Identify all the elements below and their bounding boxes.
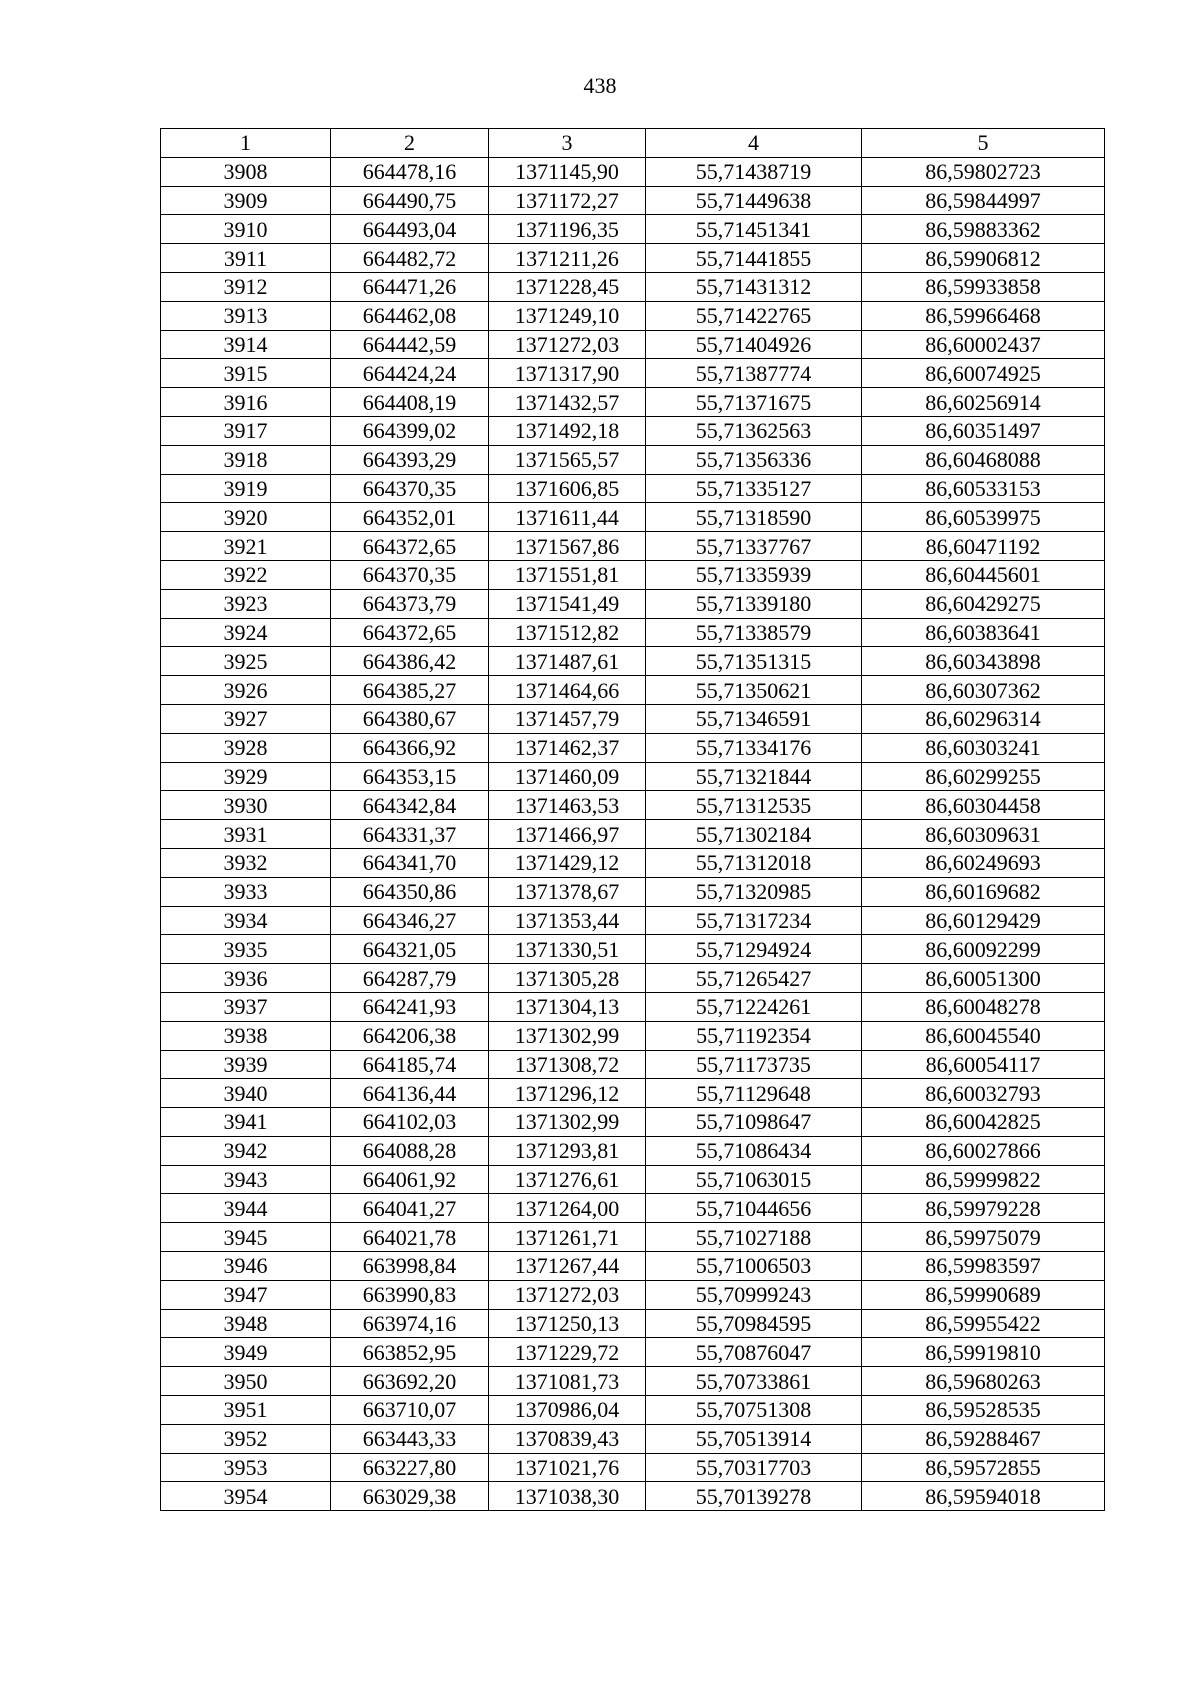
- table-cell: 3944: [161, 1194, 331, 1223]
- table-cell: 664424,24: [331, 359, 489, 388]
- table-row: [161, 1194, 1105, 1223]
- table-cell: 55,71086434: [646, 1136, 862, 1165]
- table-cell: 663998,84: [331, 1252, 489, 1281]
- table-cell: 86,59983597: [862, 1252, 1105, 1281]
- table-row: [161, 848, 1105, 877]
- table-cell: 3915: [161, 359, 331, 388]
- table-cell: 664241,93: [331, 992, 489, 1021]
- table-cell: 3932: [161, 848, 331, 877]
- table-cell: 3938: [161, 1021, 331, 1050]
- table-row: [161, 1367, 1105, 1396]
- table-cell: 86,59975079: [862, 1223, 1105, 1252]
- table-cell: 86,59288467: [862, 1424, 1105, 1453]
- table-cell: 86,59680263: [862, 1367, 1105, 1396]
- table-row: [161, 157, 1105, 186]
- table-cell: 3934: [161, 906, 331, 935]
- table-cell: 86,60048278: [862, 992, 1105, 1021]
- table-cell: 55,70317703: [646, 1453, 862, 1482]
- table-cell: 3920: [161, 503, 331, 532]
- table-cell: 664471,26: [331, 272, 489, 301]
- table-cell: 86,60299255: [862, 762, 1105, 791]
- table-cell: 86,60051300: [862, 964, 1105, 993]
- table-row: [161, 1396, 1105, 1425]
- table-cell: 664385,27: [331, 676, 489, 705]
- table-cell: 86,60074925: [862, 359, 1105, 388]
- table-cell: 55,71044656: [646, 1194, 862, 1223]
- table-row: [161, 1165, 1105, 1194]
- table-row: [161, 1108, 1105, 1137]
- table-cell: 3936: [161, 964, 331, 993]
- table-cell: 1371229,72: [489, 1338, 646, 1367]
- table-row: [161, 676, 1105, 705]
- table-cell: 1371492,18: [489, 416, 646, 445]
- table-cell: 1371264,00: [489, 1194, 646, 1223]
- table-cell: 664493,04: [331, 215, 489, 244]
- table-cell: 664442,59: [331, 330, 489, 359]
- table-cell: 3928: [161, 733, 331, 762]
- table-cell: 664041,27: [331, 1194, 489, 1223]
- table-cell: 86,59955422: [862, 1309, 1105, 1338]
- table-cell: 1371211,26: [489, 244, 646, 273]
- table-cell: 3913: [161, 301, 331, 330]
- table-row: [161, 1280, 1105, 1309]
- table-cell: 55,71312535: [646, 791, 862, 820]
- table-cell: 3922: [161, 560, 331, 589]
- table-cell: 55,71335127: [646, 474, 862, 503]
- table-cell: 86,60307362: [862, 676, 1105, 705]
- table-cell: 664342,84: [331, 791, 489, 820]
- table-cell: 664372,65: [331, 532, 489, 561]
- table-cell: 1371250,13: [489, 1309, 646, 1338]
- table-cell: 1371249,10: [489, 301, 646, 330]
- table-row: [161, 820, 1105, 849]
- table-cell: 3941: [161, 1108, 331, 1137]
- table-cell: 55,70733861: [646, 1367, 862, 1396]
- table-cell: 664478,16: [331, 157, 489, 186]
- table-cell: 55,70999243: [646, 1280, 862, 1309]
- table-row: [161, 474, 1105, 503]
- table-row: [161, 1309, 1105, 1338]
- table-row: [161, 589, 1105, 618]
- table-cell: 55,71441855: [646, 244, 862, 273]
- table-cell: 55,71320985: [646, 877, 862, 906]
- table-cell: 3946: [161, 1252, 331, 1281]
- header-row: [161, 129, 1105, 158]
- table-cell: 3909: [161, 186, 331, 215]
- table-cell: 55,71129648: [646, 1079, 862, 1108]
- table-cell: 1371038,30: [489, 1482, 646, 1511]
- table-row: [161, 359, 1105, 388]
- table-cell: 664462,08: [331, 301, 489, 330]
- table-cell: 86,59594018: [862, 1482, 1105, 1511]
- table-cell: 86,60468088: [862, 445, 1105, 474]
- table-cell: 664380,67: [331, 704, 489, 733]
- table-cell: 86,60309631: [862, 820, 1105, 849]
- table-cell: 1371541,49: [489, 589, 646, 618]
- table-cell: 3917: [161, 416, 331, 445]
- table-row: [161, 301, 1105, 330]
- table-cell: 86,60429275: [862, 589, 1105, 618]
- table-cell: 86,59572855: [862, 1453, 1105, 1482]
- table-cell: 55,71337767: [646, 532, 862, 561]
- table-cell: 86,60471192: [862, 532, 1105, 561]
- table-cell: 1371567,86: [489, 532, 646, 561]
- table-row: [161, 877, 1105, 906]
- table-cell: 664370,35: [331, 560, 489, 589]
- table-cell: 86,60002437: [862, 330, 1105, 359]
- table-cell: 55,71265427: [646, 964, 862, 993]
- table-cell: 55,71362563: [646, 416, 862, 445]
- table-cell: 664370,35: [331, 474, 489, 503]
- table-cell: 3927: [161, 704, 331, 733]
- table-cell: 3921: [161, 532, 331, 561]
- table-cell: 664490,75: [331, 186, 489, 215]
- table-cell: 3942: [161, 1136, 331, 1165]
- table-row: [161, 964, 1105, 993]
- table-row: [161, 503, 1105, 532]
- table-cell: 1371302,99: [489, 1021, 646, 1050]
- table-cell: 1371462,37: [489, 733, 646, 762]
- table-cell: 55,71339180: [646, 589, 862, 618]
- table-row: [161, 1136, 1105, 1165]
- table-cell: 1371353,44: [489, 906, 646, 935]
- table-row: [161, 330, 1105, 359]
- table-cell: 664399,02: [331, 416, 489, 445]
- table-cell: 86,60343898: [862, 647, 1105, 676]
- table-row: [161, 992, 1105, 1021]
- table-cell: 664373,79: [331, 589, 489, 618]
- table-cell: 3953: [161, 1453, 331, 1482]
- table-cell: 1371228,45: [489, 272, 646, 301]
- table-cell: 55,71318590: [646, 503, 862, 532]
- table-cell: 1371565,57: [489, 445, 646, 474]
- table-cell: 86,59802723: [862, 157, 1105, 186]
- table-cell: 1371429,12: [489, 848, 646, 877]
- table-cell: 663852,95: [331, 1338, 489, 1367]
- table-cell: 1371432,57: [489, 388, 646, 417]
- table-cell: 1371272,03: [489, 330, 646, 359]
- page-number: 438: [583, 73, 617, 98]
- table-cell: 663029,38: [331, 1482, 489, 1511]
- table-cell: 3924: [161, 618, 331, 647]
- table-cell: 664366,92: [331, 733, 489, 762]
- table-row: [161, 1079, 1105, 1108]
- table-cell: 55,71356336: [646, 445, 862, 474]
- table-cell: 3952: [161, 1424, 331, 1453]
- table-cell: 3925: [161, 647, 331, 676]
- table-cell: 3940: [161, 1079, 331, 1108]
- table-cell: 1371460,09: [489, 762, 646, 791]
- table-cell: 1371296,12: [489, 1079, 646, 1108]
- table-cell: 86,60383641: [862, 618, 1105, 647]
- table-cell: 1371464,66: [489, 676, 646, 705]
- table-cell: 86,60129429: [862, 906, 1105, 935]
- table-cell: 1371305,28: [489, 964, 646, 993]
- table-row: [161, 762, 1105, 791]
- table-cell: 86,60249693: [862, 848, 1105, 877]
- table-cell: 55,71173735: [646, 1050, 862, 1079]
- table-row: [161, 1453, 1105, 1482]
- table-row: [161, 244, 1105, 273]
- table-cell: 664372,65: [331, 618, 489, 647]
- table-cell: 664352,01: [331, 503, 489, 532]
- table-cell: 664341,70: [331, 848, 489, 877]
- table-cell: 1371611,44: [489, 503, 646, 532]
- table-cell: 86,59990689: [862, 1280, 1105, 1309]
- table-cell: 55,70984595: [646, 1309, 862, 1338]
- table-cell: 55,71422765: [646, 301, 862, 330]
- table-cell: 1371302,99: [489, 1108, 646, 1137]
- table-cell: 664102,03: [331, 1108, 489, 1137]
- coordinates-table: [160, 128, 1105, 1511]
- table-cell: 86,60027866: [862, 1136, 1105, 1165]
- table-cell: 3926: [161, 676, 331, 705]
- table-cell: 1370839,43: [489, 1424, 646, 1453]
- table-cell: 86,60032793: [862, 1079, 1105, 1108]
- table-cell: 1371308,72: [489, 1050, 646, 1079]
- table-cell: 1371081,73: [489, 1367, 646, 1396]
- table-cell: 55,71224261: [646, 992, 862, 1021]
- table-cell: 86,60054117: [862, 1050, 1105, 1079]
- table-cell: 664185,74: [331, 1050, 489, 1079]
- table-cell: 664136,44: [331, 1079, 489, 1108]
- column-header: 1: [161, 129, 331, 158]
- table-cell: 86,60169682: [862, 877, 1105, 906]
- table-cell: 55,71438719: [646, 157, 862, 186]
- table-cell: 1371145,90: [489, 157, 646, 186]
- table-cell: 86,59883362: [862, 215, 1105, 244]
- table-row: [161, 1338, 1105, 1367]
- table-cell: 1371272,03: [489, 1280, 646, 1309]
- table-cell: 55,71321844: [646, 762, 862, 791]
- table-row: [161, 560, 1105, 589]
- table-cell: 55,71431312: [646, 272, 862, 301]
- table-cell: 55,71371675: [646, 388, 862, 417]
- table-cell: 55,70513914: [646, 1424, 862, 1453]
- table-cell: 664482,72: [331, 244, 489, 273]
- table-cell: 1371457,79: [489, 704, 646, 733]
- table-row: [161, 1252, 1105, 1281]
- table-row: [161, 272, 1105, 301]
- table-cell: 3939: [161, 1050, 331, 1079]
- table-cell: 664386,42: [331, 647, 489, 676]
- table-cell: 1371261,71: [489, 1223, 646, 1252]
- table-cell: 3930: [161, 791, 331, 820]
- table-cell: 86,60533153: [862, 474, 1105, 503]
- table-cell: 3910: [161, 215, 331, 244]
- table-cell: 1370986,04: [489, 1396, 646, 1425]
- table-cell: 1371378,67: [489, 877, 646, 906]
- table-cell: 55,71404926: [646, 330, 862, 359]
- table-cell: 663692,20: [331, 1367, 489, 1396]
- table-cell: 55,71451341: [646, 215, 862, 244]
- table-cell: 3931: [161, 820, 331, 849]
- table-cell: 55,71192354: [646, 1021, 862, 1050]
- table-cell: 1371606,85: [489, 474, 646, 503]
- table-cell: 1371512,82: [489, 618, 646, 647]
- table-row: [161, 1050, 1105, 1079]
- table-cell: 55,71312018: [646, 848, 862, 877]
- table-cell: 3911: [161, 244, 331, 273]
- table-cell: 86,60045540: [862, 1021, 1105, 1050]
- table-row: [161, 647, 1105, 676]
- table-cell: 55,71302184: [646, 820, 862, 849]
- table-cell: 55,70751308: [646, 1396, 862, 1425]
- table-cell: 86,59844997: [862, 186, 1105, 215]
- table-row: [161, 1482, 1105, 1511]
- table-cell: 55,71334176: [646, 733, 862, 762]
- table-cell: 3918: [161, 445, 331, 474]
- table-cell: 3933: [161, 877, 331, 906]
- table-row: [161, 791, 1105, 820]
- table-cell: 3916: [161, 388, 331, 417]
- table-cell: 1371021,76: [489, 1453, 646, 1482]
- table-cell: 3943: [161, 1165, 331, 1194]
- table-cell: 86,60304458: [862, 791, 1105, 820]
- table-row: [161, 532, 1105, 561]
- table-cell: 55,70876047: [646, 1338, 862, 1367]
- table-cell: 1371551,81: [489, 560, 646, 589]
- table-cell: 55,71294924: [646, 935, 862, 964]
- table-cell: 3929: [161, 762, 331, 791]
- table-cell: 55,70139278: [646, 1482, 862, 1511]
- table-cell: 86,60042825: [862, 1108, 1105, 1137]
- table-cell: 86,59528535: [862, 1396, 1105, 1425]
- table-cell: 663990,83: [331, 1280, 489, 1309]
- table-cell: 86,60445601: [862, 560, 1105, 589]
- table-cell: 663974,16: [331, 1309, 489, 1338]
- table-cell: 3951: [161, 1396, 331, 1425]
- column-header: 4: [646, 129, 862, 158]
- table-cell: 3954: [161, 1482, 331, 1511]
- table-cell: 3912: [161, 272, 331, 301]
- table-row: [161, 1021, 1105, 1050]
- table-cell: 664408,19: [331, 388, 489, 417]
- table-cell: 3908: [161, 157, 331, 186]
- table-cell: 3914: [161, 330, 331, 359]
- table-header: [161, 129, 1105, 158]
- table-cell: 1371463,53: [489, 791, 646, 820]
- table-cell: 86,59933858: [862, 272, 1105, 301]
- table-cell: 55,71027188: [646, 1223, 862, 1252]
- table-row: [161, 935, 1105, 964]
- table-cell: 3950: [161, 1367, 331, 1396]
- table-cell: 1371172,27: [489, 186, 646, 215]
- table-cell: 55,71098647: [646, 1108, 862, 1137]
- table-cell: 3949: [161, 1338, 331, 1367]
- table-cell: 1371487,61: [489, 647, 646, 676]
- table-row: [161, 388, 1105, 417]
- table-row: [161, 416, 1105, 445]
- column-header: 2: [331, 129, 489, 158]
- table-cell: 55,71351315: [646, 647, 862, 676]
- table-cell: 664021,78: [331, 1223, 489, 1252]
- table-row: [161, 704, 1105, 733]
- table-cell: 664331,37: [331, 820, 489, 849]
- table-cell: 55,71006503: [646, 1252, 862, 1281]
- table-row: [161, 618, 1105, 647]
- table-cell: 86,59919810: [862, 1338, 1105, 1367]
- table-cell: 55,71346591: [646, 704, 862, 733]
- table-cell: 55,71387774: [646, 359, 862, 388]
- table-cell: 664346,27: [331, 906, 489, 935]
- table-cell: 664350,86: [331, 877, 489, 906]
- table-cell: 86,60092299: [862, 935, 1105, 964]
- table-cell: 86,60256914: [862, 388, 1105, 417]
- table-cell: 664321,05: [331, 935, 489, 964]
- table-cell: 1371293,81: [489, 1136, 646, 1165]
- table-cell: 3945: [161, 1223, 331, 1252]
- table-cell: 86,59999822: [862, 1165, 1105, 1194]
- table-cell: 3937: [161, 992, 331, 1021]
- table-row: [161, 733, 1105, 762]
- table-cell: 55,71449638: [646, 186, 862, 215]
- table-cell: 3947: [161, 1280, 331, 1309]
- table-cell: 1371304,13: [489, 992, 646, 1021]
- table-cell: 86,60539975: [862, 503, 1105, 532]
- table-cell: 1371466,97: [489, 820, 646, 849]
- column-header: 3: [489, 129, 646, 158]
- table-row: [161, 1424, 1105, 1453]
- table-cell: 663710,07: [331, 1396, 489, 1425]
- table-cell: 3923: [161, 589, 331, 618]
- table-row: [161, 215, 1105, 244]
- table-cell: 1371330,51: [489, 935, 646, 964]
- table-cell: 664393,29: [331, 445, 489, 474]
- table-row: [161, 186, 1105, 215]
- table-cell: 86,60296314: [862, 704, 1105, 733]
- table-cell: 664061,92: [331, 1165, 489, 1194]
- table-cell: 55,71335939: [646, 560, 862, 589]
- table-cell: 3948: [161, 1309, 331, 1338]
- table-row: [161, 906, 1105, 935]
- table-cell: 3935: [161, 935, 331, 964]
- table-cell: 664206,38: [331, 1021, 489, 1050]
- table-cell: 664088,28: [331, 1136, 489, 1165]
- table-cell: 1371276,61: [489, 1165, 646, 1194]
- table-cell: 1371267,44: [489, 1252, 646, 1281]
- table-cell: 55,71317234: [646, 906, 862, 935]
- table-cell: 55,71350621: [646, 676, 862, 705]
- table-cell: 663443,33: [331, 1424, 489, 1453]
- table-cell: 86,60303241: [862, 733, 1105, 762]
- table-row: [161, 445, 1105, 474]
- table-cell: 664353,15: [331, 762, 489, 791]
- table-body: [161, 157, 1105, 1510]
- column-header: 5: [862, 129, 1105, 158]
- table-cell: 55,71338579: [646, 618, 862, 647]
- table-cell: 55,71063015: [646, 1165, 862, 1194]
- table-cell: 663227,80: [331, 1453, 489, 1482]
- table-cell: 3919: [161, 474, 331, 503]
- table-cell: 664287,79: [331, 964, 489, 993]
- table-cell: 86,59906812: [862, 244, 1105, 273]
- table-cell: 1371196,35: [489, 215, 646, 244]
- table-cell: 1371317,90: [489, 359, 646, 388]
- table-row: [161, 1223, 1105, 1252]
- table-cell: 86,59979228: [862, 1194, 1105, 1223]
- table-cell: 86,59966468: [862, 301, 1105, 330]
- table-cell: 86,60351497: [862, 416, 1105, 445]
